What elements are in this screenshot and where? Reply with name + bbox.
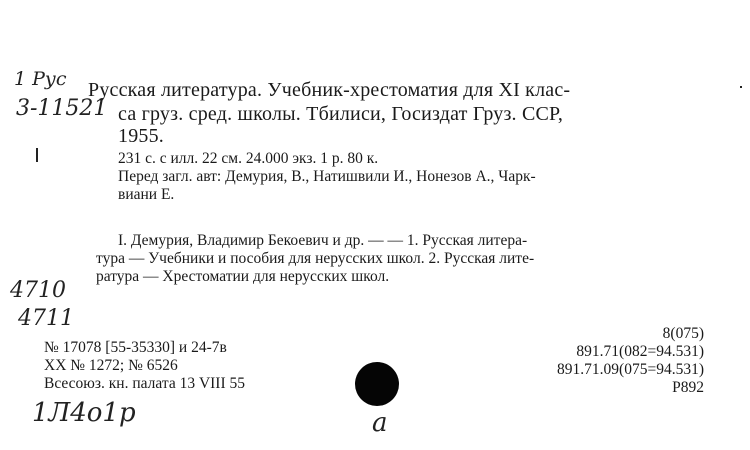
classification-line-1: 8(075) [662,325,704,342]
subject-line-1: I. Демурия, Владимир Бекоевич и др. — — 1. Русская литера- [118,232,528,249]
registration-line-1: № 17078 [55-35330] и 24-7в [44,339,227,356]
note-line-2: виани Е. [118,186,175,203]
title-line-2: са груз. сред. школы. Тбилиси, Госиздат Груз. ССР, [118,103,564,125]
handwritten-tick [36,148,38,162]
classification-line-2: 891.71(082=94.531) [576,343,704,360]
stray-dot [740,86,742,88]
title-line-1: Русская литература. Учебник-хрестоматия для XI клас- [88,79,571,101]
handwritten-bottom-note: 1Л4о1р [32,398,136,428]
registration-line-2: XX № 1272; № 6526 [44,357,178,374]
handwritten-call-number: 1 Рус [14,68,67,90]
classification-line-4: Р892 [672,379,704,396]
physical-description: 231 с. с илл. 22 см. 24.000 экз. 1 р. 80 к. [118,150,379,167]
subject-line-3: ратура — Хрестоматии для нерусских школ. [96,268,390,285]
handwritten-side-number-1: 4710 [10,278,66,303]
card-punch-hole [355,362,399,406]
title-line-3: 1955. [118,125,164,147]
handwritten-side-number-2: 4711 [18,306,74,331]
note-line-1: Перед загл. авт: Демурия, В., Натишвили И., Нонезов А., Чарк- [118,168,536,185]
handwritten-mark: а [372,408,388,438]
registration-line-3: Всесоюз. кн. палата 13 VIII 55 [44,375,246,392]
classification-line-3: 891.71.09(075=94.531) [557,361,704,378]
subject-line-2: тура — Учебники и пособия для нерусских школ. 2. Русская лите- [96,250,535,267]
handwritten-inventory-number: 3-11521 [16,96,108,121]
